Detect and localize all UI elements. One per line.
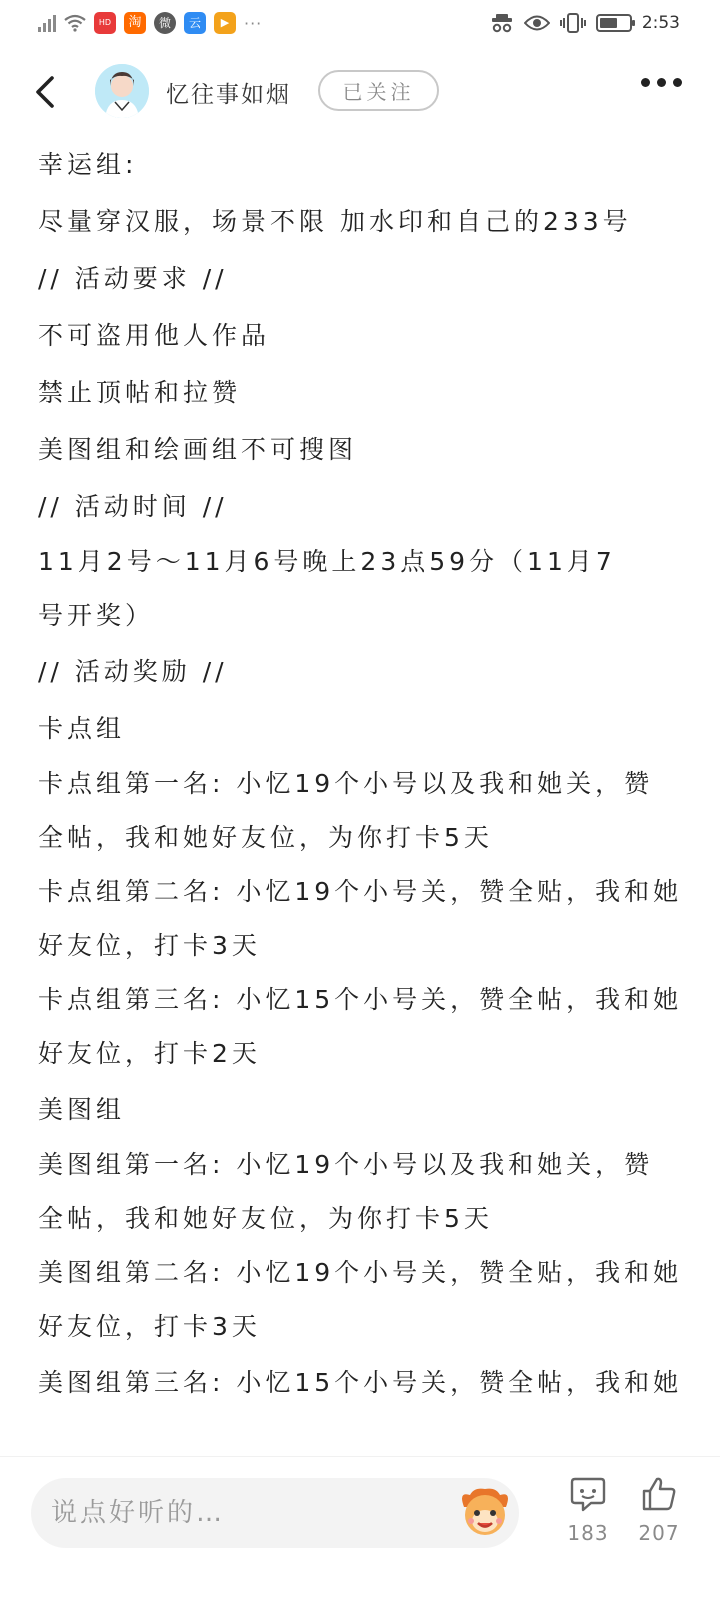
post-line: 卡点组第二名: 小忆19个小号关，赞全贴，我和她好友位，打卡3天 xyxy=(38,877,683,960)
post-content xyxy=(38,136,688,1456)
more-notifications-icon: ··· xyxy=(244,13,263,33)
author-avatar[interactable] xyxy=(95,64,149,118)
bottom-action-bar xyxy=(0,1456,720,1600)
comment-count: 183 xyxy=(567,1521,609,1545)
post-line: 卡点组第一名: 小忆19个小号以及我和她关，赞全帖，我和她好友位，为你打卡5天 xyxy=(38,769,654,852)
post-line: 美图组和绘画组不可搜图 xyxy=(38,435,358,464)
post-line: 美图组第二名: 小忆19个小号关，赞全贴，我和她好友位，打卡3天 xyxy=(38,1258,683,1341)
incognito-icon xyxy=(490,13,514,33)
cell-signal-icon xyxy=(38,14,56,32)
post-line: 美图组第三名: 小忆15个小号关，赞全帖，我和她 xyxy=(38,1368,683,1397)
status-bar xyxy=(0,0,720,48)
post-group-heading: 美图组 xyxy=(38,1095,126,1124)
wifi-icon xyxy=(64,14,86,32)
post-section-heading: // 活动奖励 // xyxy=(38,657,228,686)
follow-button[interactable]: 已关注 xyxy=(318,70,439,111)
post-line: 禁止顶帖和拉赞 xyxy=(38,378,242,407)
eye-icon xyxy=(524,14,550,32)
post-line: 美图组第一名: 小忆19个小号以及我和她关，赞全帖，我和她好友位，为你打卡5天 xyxy=(38,1150,654,1233)
post-line: 幸运组: xyxy=(38,150,138,179)
like-count: 207 xyxy=(638,1521,680,1545)
comment-input[interactable] xyxy=(31,1478,519,1548)
vibrate-icon xyxy=(560,13,586,33)
post-section-heading: // 活动时间 // xyxy=(38,492,228,521)
back-arrow-icon[interactable] xyxy=(30,72,66,112)
post-header xyxy=(0,48,720,136)
sticker-emoji-icon[interactable] xyxy=(456,1481,514,1539)
comment-icon xyxy=(569,1475,607,1513)
thumbs-up-icon xyxy=(640,1475,678,1513)
status-bar-right xyxy=(490,12,680,34)
author-name[interactable]: 忆往事如烟 xyxy=(166,82,291,108)
taobao-app-icon: 淘 xyxy=(124,12,146,34)
post-group-heading: 卡点组 xyxy=(38,714,126,743)
comment-button[interactable] xyxy=(563,1475,613,1545)
hd-app-icon: HD xyxy=(94,12,116,34)
post-line: 不可盗用他人作品 xyxy=(38,321,271,350)
status-bar-left xyxy=(38,12,262,34)
post-line: 11月2号～11月6号晚上23点59分（11月7号开奖） xyxy=(38,547,616,630)
video-app-icon: ▶ xyxy=(214,12,236,34)
wechat-app-icon: 微 xyxy=(154,12,176,34)
more-options-icon[interactable] xyxy=(641,78,682,87)
post-line: 卡点组第三名: 小忆15个小号关，赞全帖，我和她好友位，打卡2天 xyxy=(38,985,683,1068)
post-line: 尽量穿汉服，场景不限 加水印和自己的233号 xyxy=(38,207,632,236)
like-button[interactable] xyxy=(634,1475,684,1545)
cloud-app-icon: 云 xyxy=(184,12,206,34)
post-section-heading: // 活动要求 // xyxy=(38,264,228,293)
battery-icon xyxy=(596,14,632,32)
clock: 2:53 xyxy=(641,13,680,33)
